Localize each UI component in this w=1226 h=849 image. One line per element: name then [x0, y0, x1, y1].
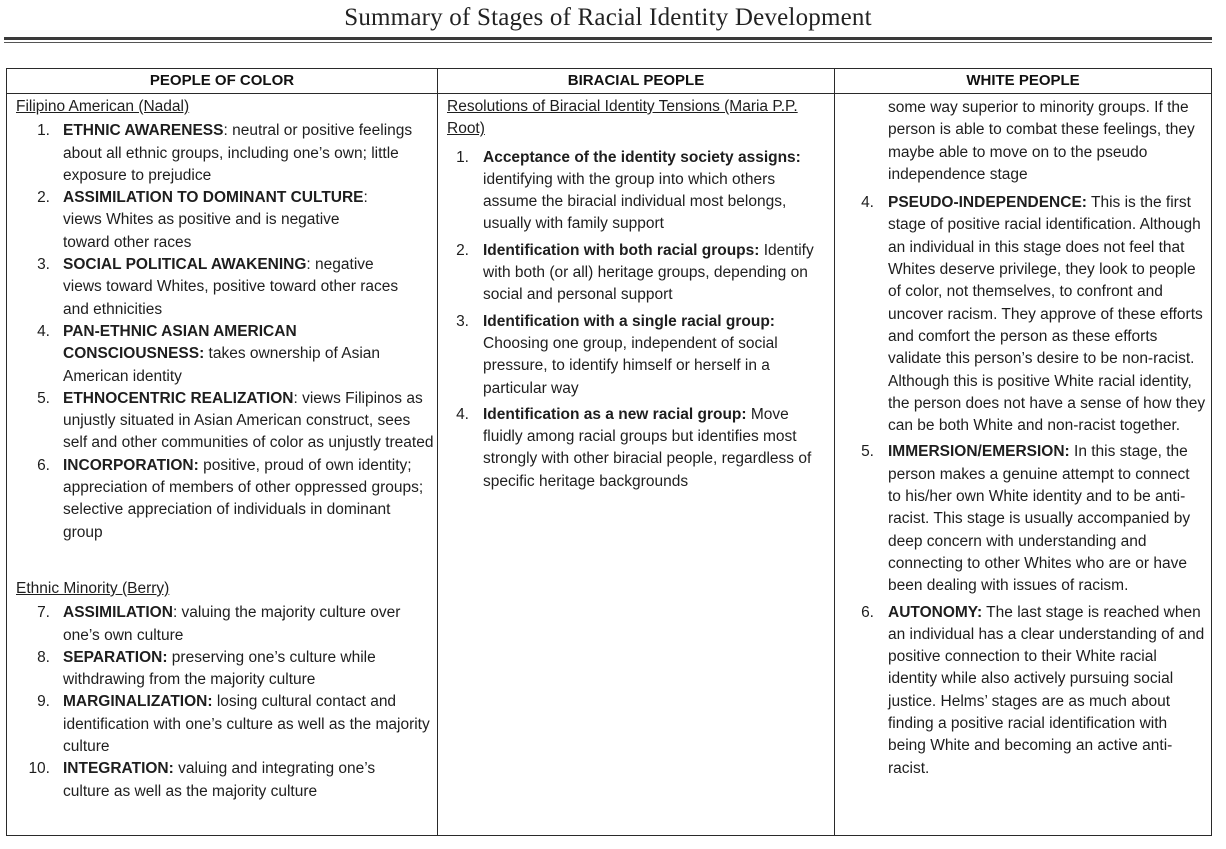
stage-item [447, 147, 831, 236]
stage-term: Identification as a new racial group: [483, 405, 747, 423]
stage-term: Identification with a single racial group: [483, 312, 775, 330]
stage-number: 6. [861, 603, 874, 621]
column-divider-1 [437, 68, 438, 836]
stage-item [16, 602, 434, 647]
document-title: Summary of Stages of Racial Identity Development [344, 4, 872, 31]
stage-number: 2. [37, 189, 50, 207]
stage-item [447, 404, 831, 493]
stage-number: 7. [37, 604, 50, 622]
source-biracial-identity: Resolutions of Biracial Identity Tensions (Maria P.P. Root) [447, 98, 798, 138]
stage-description: The last stage is reached when an individual has a clear understanding of and positive connection to their White racial identity while also actively pursuing social justice. Helms’ stages are as much about finding a positive racial identification with being White and becoming an active anti-racist. [888, 603, 1205, 777]
title-rule-thick [4, 37, 1212, 40]
stage-term: PAN-ETHNIC ASIAN AMERICAN CONSCIOUSNESS: [63, 322, 297, 363]
stage-term: ASSIMILATION TO DOMINANT CULTURE [63, 189, 364, 207]
stage-number: 8. [37, 648, 50, 666]
stage-description: identifying with the group into which others assume the biracial individual most belongs, usually with family support [483, 170, 787, 233]
stage-description: : negative views toward Whites, positive toward other races and ethnicities [63, 256, 399, 318]
stage-term: IMMERSION/EMERSION: [888, 443, 1070, 461]
stage-number: 4. [861, 194, 874, 212]
stage-item [852, 441, 1212, 597]
stage-description: positive, proud of own identity; appreciation of members of other oppressed groups; selective appreciation of individuals in dominant group [63, 456, 424, 541]
stage-item [852, 192, 1212, 437]
stage-term: ETHNIC AWARENESS [63, 122, 224, 140]
stage-description: : neutral or positive feelings about all ethnic groups, including one’s own; little exposure to prejudice [63, 122, 413, 184]
stage-number: 5. [37, 389, 50, 407]
stage-number: 1. [456, 148, 469, 166]
stage-description: losing cultural contact and identification with one’s culture as well as the majority culture [63, 693, 430, 756]
stage-item [852, 602, 1212, 780]
source-ethnic-minority: Ethnic Minority (Berry) [16, 579, 170, 597]
stage-term: SOCIAL POLITICAL AWAKENING [63, 256, 307, 274]
stage-description: : valuing the majority culture over one’s own culture [63, 604, 401, 644]
stage-term: SEPARATION: [63, 648, 168, 666]
continued-text: some way superior to minority groups. If the person is able to combat these feelings, they maybe able to move on to the pseudo independence stage [888, 99, 1195, 183]
stage-item [447, 240, 831, 307]
stage-term: INTEGRATION: [63, 760, 174, 778]
stage-description: : views Filipinos as unjustly situated in Asian American construct, sees self and other communities of color as unjustly treated [63, 389, 434, 452]
stage-item [16, 120, 434, 187]
stage-description: : views Whites as positive and is negative toward other races [63, 189, 368, 251]
stage-item [16, 254, 434, 321]
stage-number: 10. [28, 760, 50, 778]
header-divider [6, 93, 1212, 94]
white-people-column [852, 97, 1212, 835]
stage-item [16, 691, 434, 758]
column-divider-2 [834, 68, 835, 836]
stage-term: ETHNOCENTRIC REALIZATION [63, 389, 294, 407]
stage-term: ASSIMILATION [63, 604, 173, 622]
stage-term: AUTONOMY: [888, 603, 983, 621]
biracial-people-column [447, 96, 831, 834]
stage-item [16, 388, 434, 455]
stage-item [16, 321, 434, 388]
stage-term: INCORPORATION: [63, 456, 199, 474]
stage-number: 5. [861, 443, 874, 461]
stage-description: Move fluidly among racial groups but identifies most strongly with other biracial people, regardless of specific heritage backgrounds [483, 405, 812, 490]
stage-number: 3. [456, 312, 469, 330]
stage-number: 4. [37, 322, 50, 340]
stage-number: 1. [37, 122, 50, 140]
stage-term: Acceptance of the identity society assigns: [483, 148, 801, 166]
stage-description: Identify with both (or all) heritage groups, depending on social and personal support [483, 241, 814, 304]
stage-number: 9. [37, 693, 50, 711]
column-header-people-of-color: PEOPLE OF COLOR [149, 72, 295, 89]
stage-item [16, 187, 434, 254]
source-filipino-american: Filipino American (Nadal) [16, 98, 190, 115]
stage-term: Identification with both racial groups: [483, 241, 760, 259]
stage-term: MARGINALIZATION: [63, 693, 213, 711]
stage-description: valuing and integrating one’s culture as well as the majority culture [63, 760, 376, 800]
people-of-color-column [16, 96, 434, 834]
column-header-white-people: WHITE PEOPLE [966, 72, 1080, 89]
stage-item [16, 758, 434, 803]
stage-description: preserving one’s culture while withdrawing from the majority culture [63, 648, 376, 689]
stage-number: 4. [456, 405, 469, 423]
stage-number: 2. [456, 241, 469, 259]
stage-description: takes ownership of Asian American identity [63, 345, 381, 385]
stage-description: This is the first stage of positive racial identification. Although an individual in this stage does not feel that Whites deserve privilege, they look to people of color, not themselves, to confront and uncover racism. They approve of these efforts and comfort the person as these efforts validate this person’s desire to be non-racist. Although this is positive White racial identity, the person does not have a sense of how they can be both White and non-racist together. [888, 194, 1206, 435]
stage-description: In this stage, the person makes a genuine attempt to connect to his/her own White identity and to be anti-racist. This stage is usually accompanied by deep concern with understanding and connecting to other Whites who are or have been dealing with issues of racism. [888, 443, 1191, 595]
stage-item [16, 647, 434, 692]
stage-item [16, 455, 434, 544]
stage-description: Choosing one group, independent of social pressure, to identify himself or herself in a particular way [483, 334, 778, 397]
title-rule-thin [4, 42, 1212, 43]
stage-number: 3. [37, 256, 50, 274]
column-header-biracial-people: BIRACIAL PEOPLE [567, 72, 705, 89]
stage-term: PSEUDO-INDEPENDENCE: [888, 194, 1087, 212]
stage-item [447, 311, 831, 400]
stage-number: 6. [37, 456, 50, 474]
